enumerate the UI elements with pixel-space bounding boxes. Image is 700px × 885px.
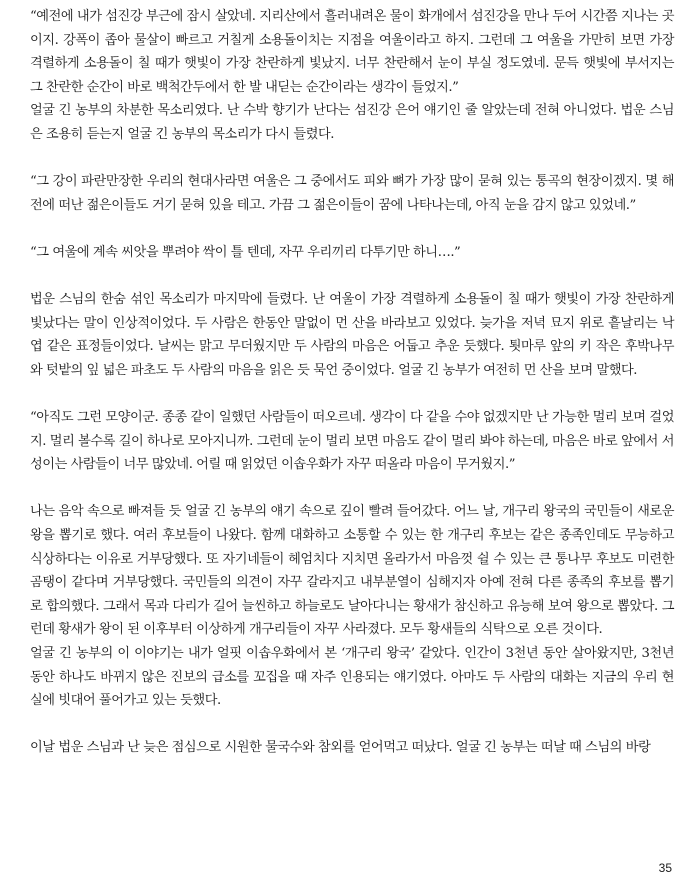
paragraph-gap [30, 383, 674, 407]
paragraph-farmer-voice: 얼굴 긴 농부의 차분한 목소리였다. 난 수박 향기가 난다는 섬진강 은어 얘기인 줄 알았는데 전혀 아니었다. 법운 스님은 조용히 듣는지 얼굴 긴 농부의 목소리가 다시 들렸다. [30, 103, 674, 142]
paragraph-gap [30, 147, 674, 171]
page-number: 35 [658, 861, 672, 875]
paragraph-lunch-departure: 이날 법운 스님과 난 늦은 점심으로 시원한 물국수와 참외를 얻어먹고 떠났다. 얼굴 긴 농부는 떠날 때 스님의 바랑 [30, 740, 651, 756]
paragraph-gap [30, 477, 674, 501]
paragraph-sow-seeds: “그 여울에 계속 씨앗을 뿌려야 싹이 틀 텐데, 자꾸 우리끼리 다투기만 하니….” [30, 244, 461, 260]
paragraph-gap [30, 217, 674, 241]
paragraph-gap [30, 265, 674, 289]
paragraph-seomjin-river: “예전에 내가 섬진강 부근에 잠시 살았네. 지리산에서 흘러내려온 물이 화개에서 섬진강을 만나 두어 시간쯤 지나는 곳이지. 강폭이 좁아 물살이 빠르고 거칠게 소용돌이치는 지점을 여울이라고 하지. 그런데 그 여울을 가만히 보면 가장 격렬하게 소용돌이 칠 때가 햇빛이 가장 찬란하게 빛났지. 너무 찬란해서 눈이 부실 정도였네. 문득 햇빛에 부서지는 그 찬란한 순간이 바로 백척간두에서 한 발 내딛는 순간이라는 생각이 들었지.” [30, 9, 674, 95]
document-page [30, 5, 674, 760]
paragraph-look-far: “아직도 그런 모양이군. 종종 같이 일했던 사람들이 떠오르네. 생각이 다 같을 수야 없겠지만 난 가능한 멀리 보며 걸었지. 멀리 볼수록 길이 하나로 모아지니까. 그런데 눈이 멀리 보면 마음도 같이 멀리 봐야 하는데, 마음은 바로 앞에서 서성이는 사람들이 너무 많았네. 어릴 때 읽었던 이솝우화가 자꾸 떠올라 마음이 무거웠지.” [30, 410, 674, 473]
paragraph-modern-history: “그 강이 파란만장한 우리의 현대사라면 여울은 그 중에서도 피와 뼈가 가장 많이 묻혀 있는 통곡의 현장이겠지. 몇 해 전에 떠난 젊은이들도 거기 묻혀 있을 테고. 가끔 그 젊은이들이 꿈에 나타나는데, 아직 눈을 감지 않고 있었네.” [30, 174, 674, 213]
paragraph-monk-sigh: 법운 스님의 한숨 섞인 목소리가 마지막에 들렸다. 난 여울이 가장 격렬하게 소용돌이 칠 때가 햇빛이 가장 찬란하게 빛났다는 말이 인상적이었다. 두 사람은 한동안 말없이 먼 산을 바라보고 있었다. 늦가을 저녁 묘지 위로 흩날리는 낙엽 같은 표정들이었다. 날씨는 맑고 무더웠지만 두 사람의 마음은 어둡고 추운 듯했다. 툇마루 앞의 키 작은 후박나무와 텃밭의 잎 넓은 파초도 두 사람의 마음을 읽은 듯 묵언 중이었다. 얼굴 긴 농부가 여전히 먼 산을 보며 말했다. [30, 292, 674, 378]
paragraph-frog-kingdom: 나는 음악 속으로 빠져들 듯 얼굴 긴 농부의 얘기 속으로 깊이 빨려 들어갔다. 어느 날, 개구리 왕국의 국민들이 새로운 왕을 뽑기로 했다. 여러 후보들이 나왔다. 함께 대화하고 소통할 수 있는 한 개구리 후보는 같은 종족인데도 무능하고 식상하다는 이유로 거부당했다. 또 자기네들이 헤엄치다 지치면 올라가서 마음껏 쉴 수 있는 큰 통나무 후보도 미련한 곰탱이 같다며 거부당했다. 국민들의 의견이 자꾸 갈라지고 내부분열이 심해지자 아예 전혀 다른 종족의 후보를 뽑기로 합의했다. 그래서 목과 다리가 길어 늘씬하고 하늘로도 날아다니는 황새가 참신하고 유능해 보여 왕으로 뽑았다. 그런데 황새가 왕이 된 이후부터 이상하게 개구리들이 자꾸 사라졌다. 모두 황새들의 식탁으로 오른 것이다. [30, 504, 674, 638]
paragraph-aesop-fable: 얼굴 긴 농부의 이 이야기는 내가 얼핏 이솝우화에서 본 ‘개구리 왕국’ 같았다. 인간이 3천년 동안 살아왔지만, 3천년 동안 하나도 바뀌지 않은 진보의 급소를 꼬집을 때 자주 인용되는 얘기였다. 아마도 두 사람의 대화는 지금의 우리 현실에 빗대어 풀어가고 있는 듯했다. [30, 646, 674, 709]
paragraph-gap [30, 713, 674, 737]
